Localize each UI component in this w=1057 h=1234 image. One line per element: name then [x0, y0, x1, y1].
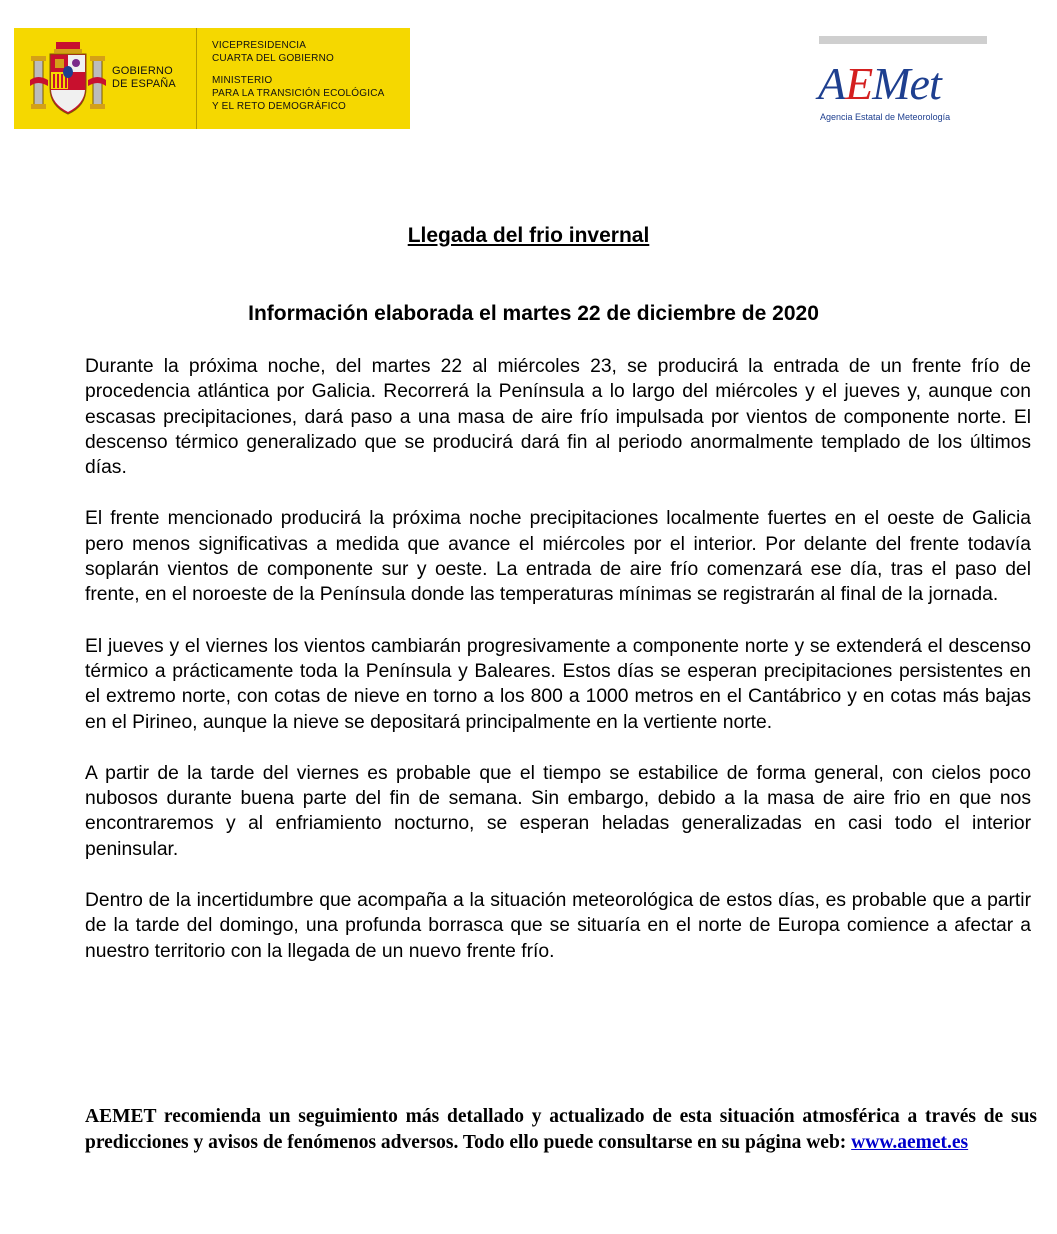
aemet-top-bar [819, 36, 987, 44]
aemet-website-link[interactable]: www.aemet.es [851, 1132, 969, 1153]
ministry-line1: VICEPRESIDENCIA [212, 40, 307, 51]
coat-of-arms-icon [28, 40, 108, 118]
ministry-line3: MINISTERIO [212, 75, 273, 86]
government-banner [14, 28, 410, 129]
gov-name-line2: DE ESPAÑA [112, 78, 176, 90]
aemet-wordmark-e: E [845, 58, 873, 109]
ministry-name [212, 39, 407, 113]
footer-recommendation [85, 1104, 1037, 1156]
paragraph: El frente mencionado producirá la próxima noche precipitaciones localmente fuertes en el oeste de Galicia pero menos significativas a medida que avance el miércoles por el interior. Por delante del frente todavía soplarán vientos de componente sur y oeste. La entrada de aire frío comenzará ese día, tras el paso del frente, en el noroeste de la Península donde las temperaturas mínimas se registrarán al final de la jornada. [85, 508, 1031, 606]
document-subtitle: Información elaborada el martes 22 de diciembre de 2020 [248, 302, 819, 325]
document-body [85, 354, 1031, 990]
ministry-line4: PARA LA TRANSICIÓN ECOLÓGICA [212, 88, 385, 99]
aemet-wordmark-met: Met [872, 58, 941, 109]
aemet-subtitle: Agencia Estatal de Meteorología [820, 112, 951, 122]
banner-divider [196, 28, 197, 129]
government-name [112, 65, 192, 91]
ministry-line2: CUARTA DEL GOBIERNO [212, 53, 334, 64]
ministry-line5: Y EL RETO DEMOGRÁFICO [212, 101, 347, 112]
paragraph: El jueves y el viernes los vientos cambiarán progresivamente a componente norte y se extenderá el descenso térmico a prácticamente toda la Península y Baleares. Estos días se esperan precipitaciones persistentes en el extremo norte, con cotas de nieve en torno a los 800 a 1000 metros en el Cantábrico y en cotas más bajas en el Pirineo, aunque la nieve se depositará principalmente en la vertiente norte. [85, 635, 1031, 733]
aemet-wordmark-a: A [818, 58, 846, 109]
gov-name-line1: GOBIERNO [112, 65, 173, 77]
aemet-logo [818, 58, 978, 122]
document-title: Llegada del frio invernal [407, 224, 650, 247]
aemet-wordmark [818, 58, 941, 110]
paragraph: Dentro de la incertidumbre que acompaña a la situación meteorológica de estos días, es probable que a partir de la tarde del domingo, una profunda borrasca que se situaría en el norte de Europa comience a afectar a nuestro territorio con la llegada de un nuevo frente frío. [85, 890, 1031, 962]
paragraph: A partir de la tarde del viernes es probable que el tiempo se estabilice de forma general, con cielos poco nubosos durante buena parte del fin de semana. Sin embargo, debido a la masa de aire frio en que nos encontraremos y al enfriamiento nocturno, se esperan heladas generalizadas en casi todo el interior peninsular. [85, 762, 1031, 860]
footer-note-text: AEMET recomienda un seguimiento más detallado y actualizado de esta situación atmosférica a través de sus predicciones y avisos de fenómenos adversos. Todo ello puede consultarse en su página web: [85, 1106, 1037, 1153]
paragraph: Durante la próxima noche, del martes 22 al miércoles 23, se producirá la entrada de un frente frío de procedencia atlántica por Galicia. Recorrerá la Península a lo largo del miércoles y el jueves y, aunque con escasas precipitaciones, dará paso a una masa de aire frío impulsada por vientos de componente norte. El descenso térmico generalizado que se producirá dará fin al periodo anormalmente templado de los últimos días. [85, 356, 1031, 479]
